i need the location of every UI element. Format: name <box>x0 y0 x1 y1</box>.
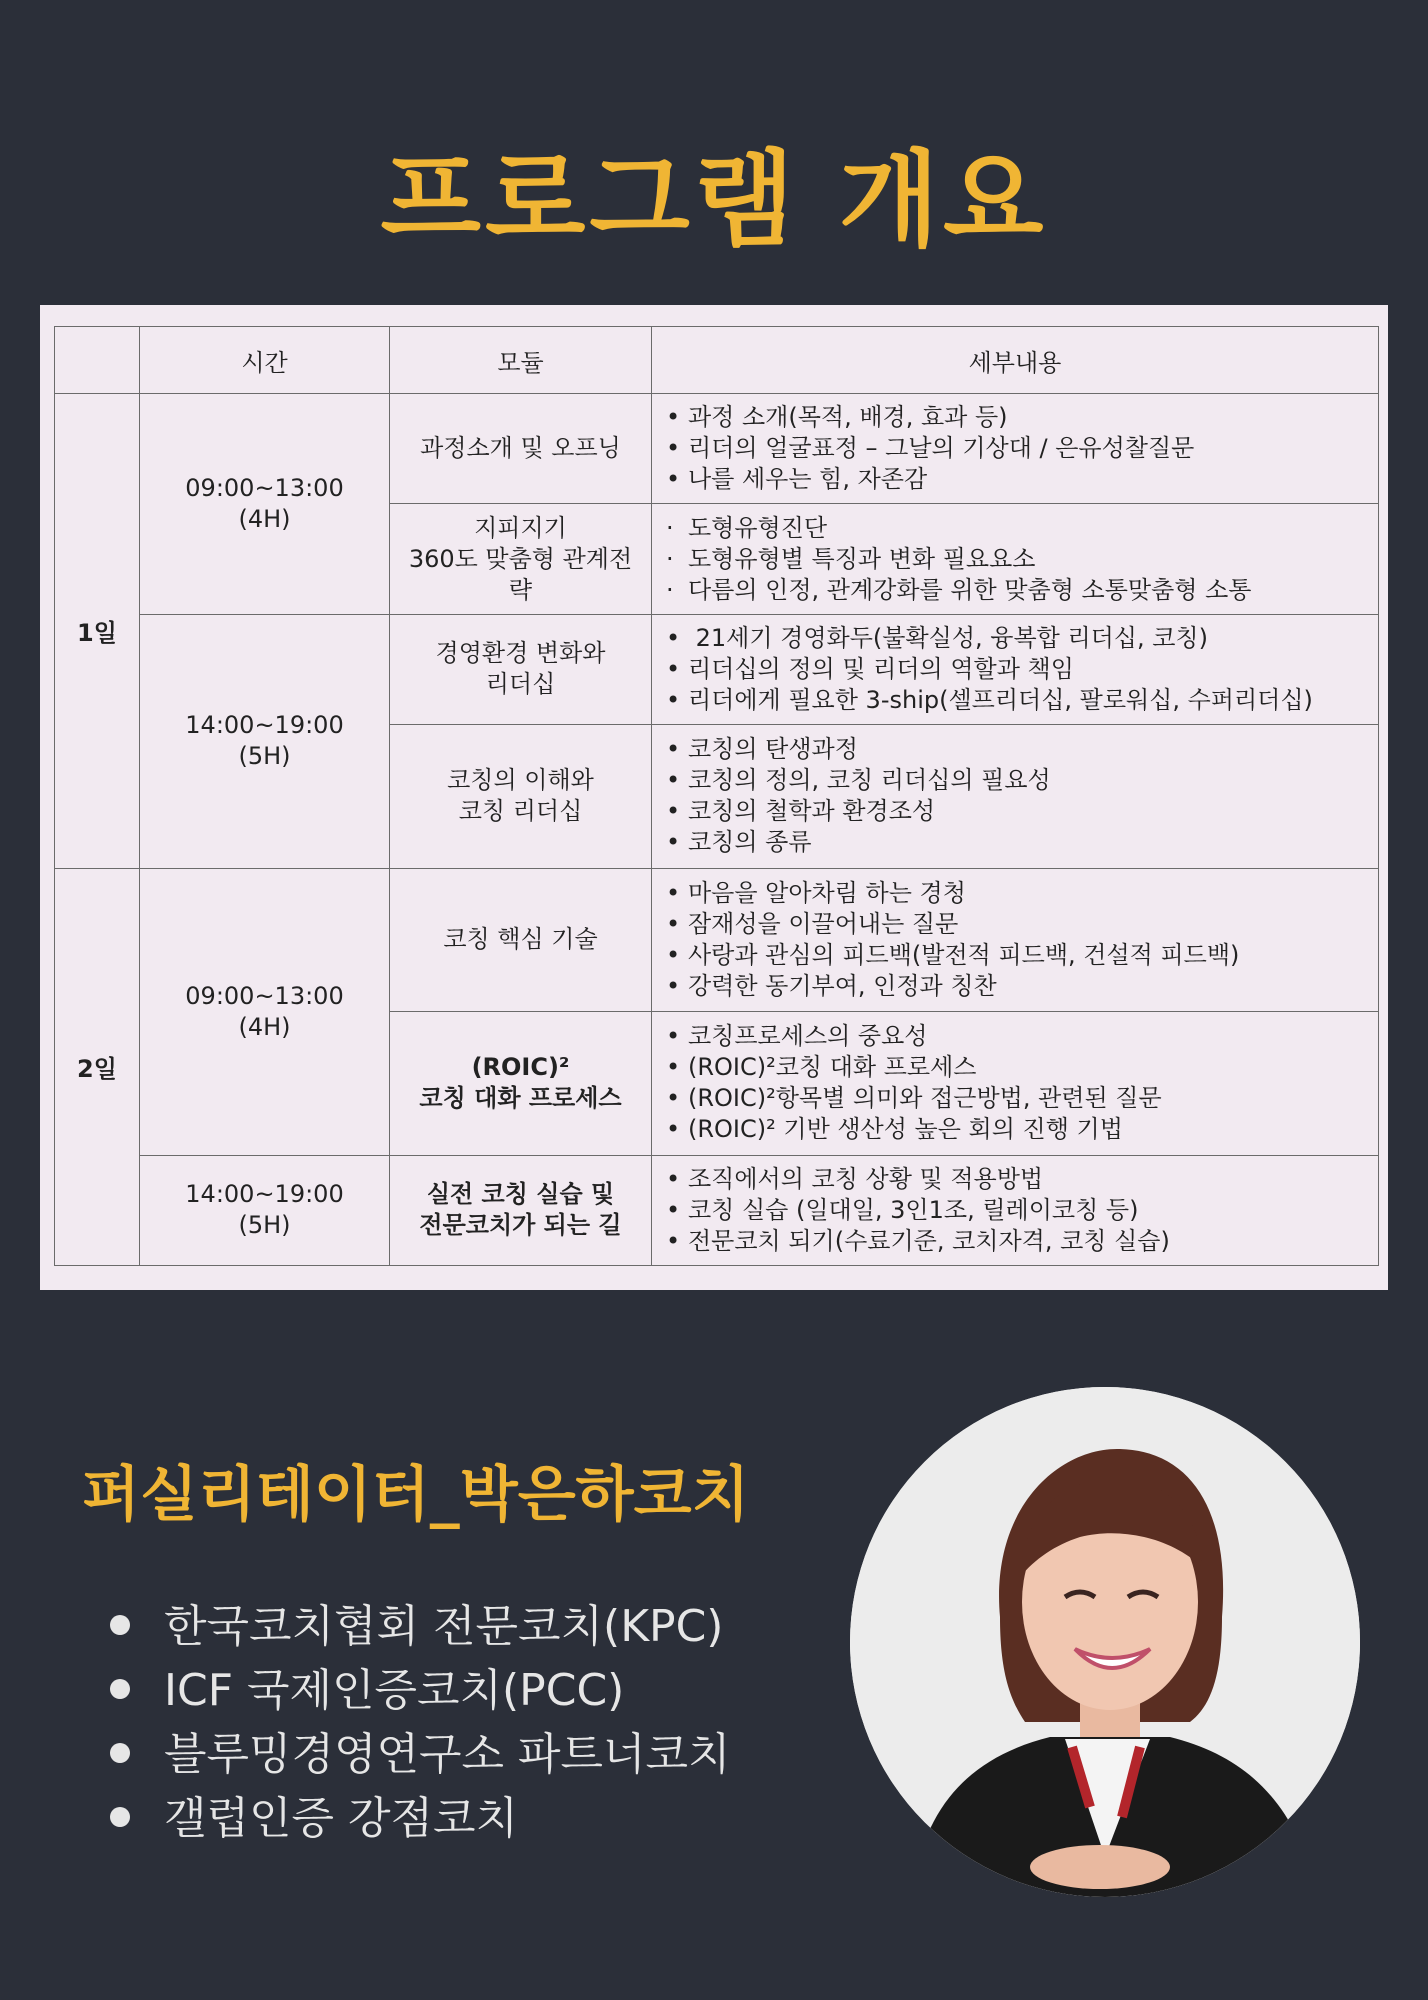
table-row <box>55 614 1379 724</box>
detail-item: • 코칭프로세스의 중요성 <box>666 1021 1368 1052</box>
facilitator-title: 퍼실리테이터_박은하코치 <box>82 1460 750 1530</box>
credential-text: 한국코치협회 전문코치(KPC) <box>164 1601 724 1652</box>
details-cell <box>652 504 1379 614</box>
page-title: 프로그램 개요 <box>380 139 1048 261</box>
table-row <box>55 394 1379 504</box>
details-cell <box>652 394 1379 504</box>
credential-text: 블루밍경영연구소 파트너코치 <box>164 1729 731 1780</box>
credential-text: 갤럽인증 강점코치 <box>164 1793 519 1844</box>
detail-item: • 잠재성을 이끌어내는 질문 <box>666 909 1368 940</box>
bullet-icon <box>110 1807 130 1827</box>
detail-item: · 다름의 인정, 관계강화를 위한 맞춤형 소통맞춤형 소통 <box>666 575 1368 606</box>
details-cell <box>652 1155 1379 1265</box>
module-cell: 지피지기 360도 맞춤형 관계전 략 <box>390 504 652 614</box>
detail-item: • 리더십의 정의 및 리더의 역할과 책임 <box>666 654 1368 685</box>
credential-item <box>110 1595 731 1659</box>
bullet-icon <box>110 1615 130 1635</box>
time-cell: 09:00~13:00 (4H) <box>140 394 390 615</box>
table-header-row <box>55 327 1379 394</box>
program-table-panel <box>40 305 1388 1290</box>
day-cell: 2일 <box>55 868 140 1265</box>
credential-item <box>110 1723 731 1787</box>
detail-item: • 코칭의 종류 <box>666 827 1368 858</box>
detail-item: • 21세기 경영화두(불확실성, 융복합 리더십, 코칭) <box>666 623 1368 654</box>
detail-item: • 전문코치 되기(수료기준, 코치자격, 코칭 실습) <box>666 1226 1368 1257</box>
credential-text: ICF 국제인증코치(PCC) <box>164 1665 625 1716</box>
module-cell: 경영환경 변화와 리더십 <box>390 614 652 724</box>
module-cell: 코칭 핵심 기술 <box>390 868 652 1011</box>
bullet-icon <box>110 1743 130 1763</box>
program-table <box>54 326 1379 1266</box>
detail-item: • 사랑과 관심의 피드백(발전적 피드백, 건설적 피드백) <box>666 940 1368 971</box>
header-time: 시간 <box>140 327 390 394</box>
day-cell: 1일 <box>55 394 140 869</box>
time-cell: 09:00~13:00 (4H) <box>140 868 390 1155</box>
detail-item: • 마음을 알아차림 하는 경청 <box>666 878 1368 909</box>
credential-item <box>110 1787 731 1851</box>
details-cell <box>652 868 1379 1011</box>
module-cell: 실전 코칭 실습 및 전문코치가 되는 길 <box>390 1155 652 1265</box>
detail-item: • 과정 소개(목적, 배경, 효과 등) <box>666 402 1368 433</box>
table-row <box>55 868 1379 1011</box>
details-cell <box>652 725 1379 868</box>
detail-item: · 도형유형진단 <box>666 513 1368 544</box>
detail-item: • 리더의 얼굴표정 – 그날의 기상대 / 은유성찰질문 <box>666 433 1368 464</box>
detail-item: • 나를 세우는 힘, 자존감 <box>666 464 1368 495</box>
portrait-illustration <box>850 1387 1360 1897</box>
credential-list <box>110 1595 731 1851</box>
module-cell: 코칭의 이해와 코칭 리더십 <box>390 725 652 868</box>
detail-item: • 조직에서의 코칭 상황 및 적용방법 <box>666 1164 1368 1195</box>
details-cell <box>652 1012 1379 1155</box>
module-cell: 과정소개 및 오프닝 <box>390 394 652 504</box>
bullet-icon <box>110 1679 130 1699</box>
detail-item: · 도형유형별 특징과 변화 필요요소 <box>666 544 1368 575</box>
facilitator-photo <box>850 1387 1360 1897</box>
detail-item: • (ROIC)²항목별 의미와 접근방법, 관련된 질문 <box>666 1083 1368 1114</box>
detail-item: • 코칭의 철학과 환경조성 <box>666 796 1368 827</box>
table-row <box>55 1155 1379 1265</box>
detail-item: • 코칭의 탄생과정 <box>666 734 1368 765</box>
time-cell: 14:00~19:00 (5H) <box>140 1155 390 1265</box>
detail-item: • 리더에게 필요한 3-ship(셀프리더십, 팔로워십, 수퍼리더십) <box>666 685 1368 716</box>
credential-item <box>110 1659 731 1723</box>
detail-item: • 강력한 동기부여, 인정과 칭찬 <box>666 971 1368 1002</box>
detail-item: • (ROIC)²코칭 대화 프로세스 <box>666 1052 1368 1083</box>
details-cell <box>652 614 1379 724</box>
detail-item: • (ROIC)² 기반 생산성 높은 회의 진행 기법 <box>666 1114 1368 1145</box>
time-cell: 14:00~19:00 (5H) <box>140 614 390 868</box>
module-cell: (ROIC)² 코칭 대화 프로세스 <box>390 1012 652 1155</box>
detail-item: • 코칭의 정의, 코칭 리더십의 필요성 <box>666 765 1368 796</box>
detail-item: • 코칭 실습 (일대일, 3인1조, 릴레이코칭 등) <box>666 1195 1368 1226</box>
header-details: 세부내용 <box>652 327 1379 394</box>
header-module: 모듈 <box>390 327 652 394</box>
header-empty <box>55 327 140 394</box>
